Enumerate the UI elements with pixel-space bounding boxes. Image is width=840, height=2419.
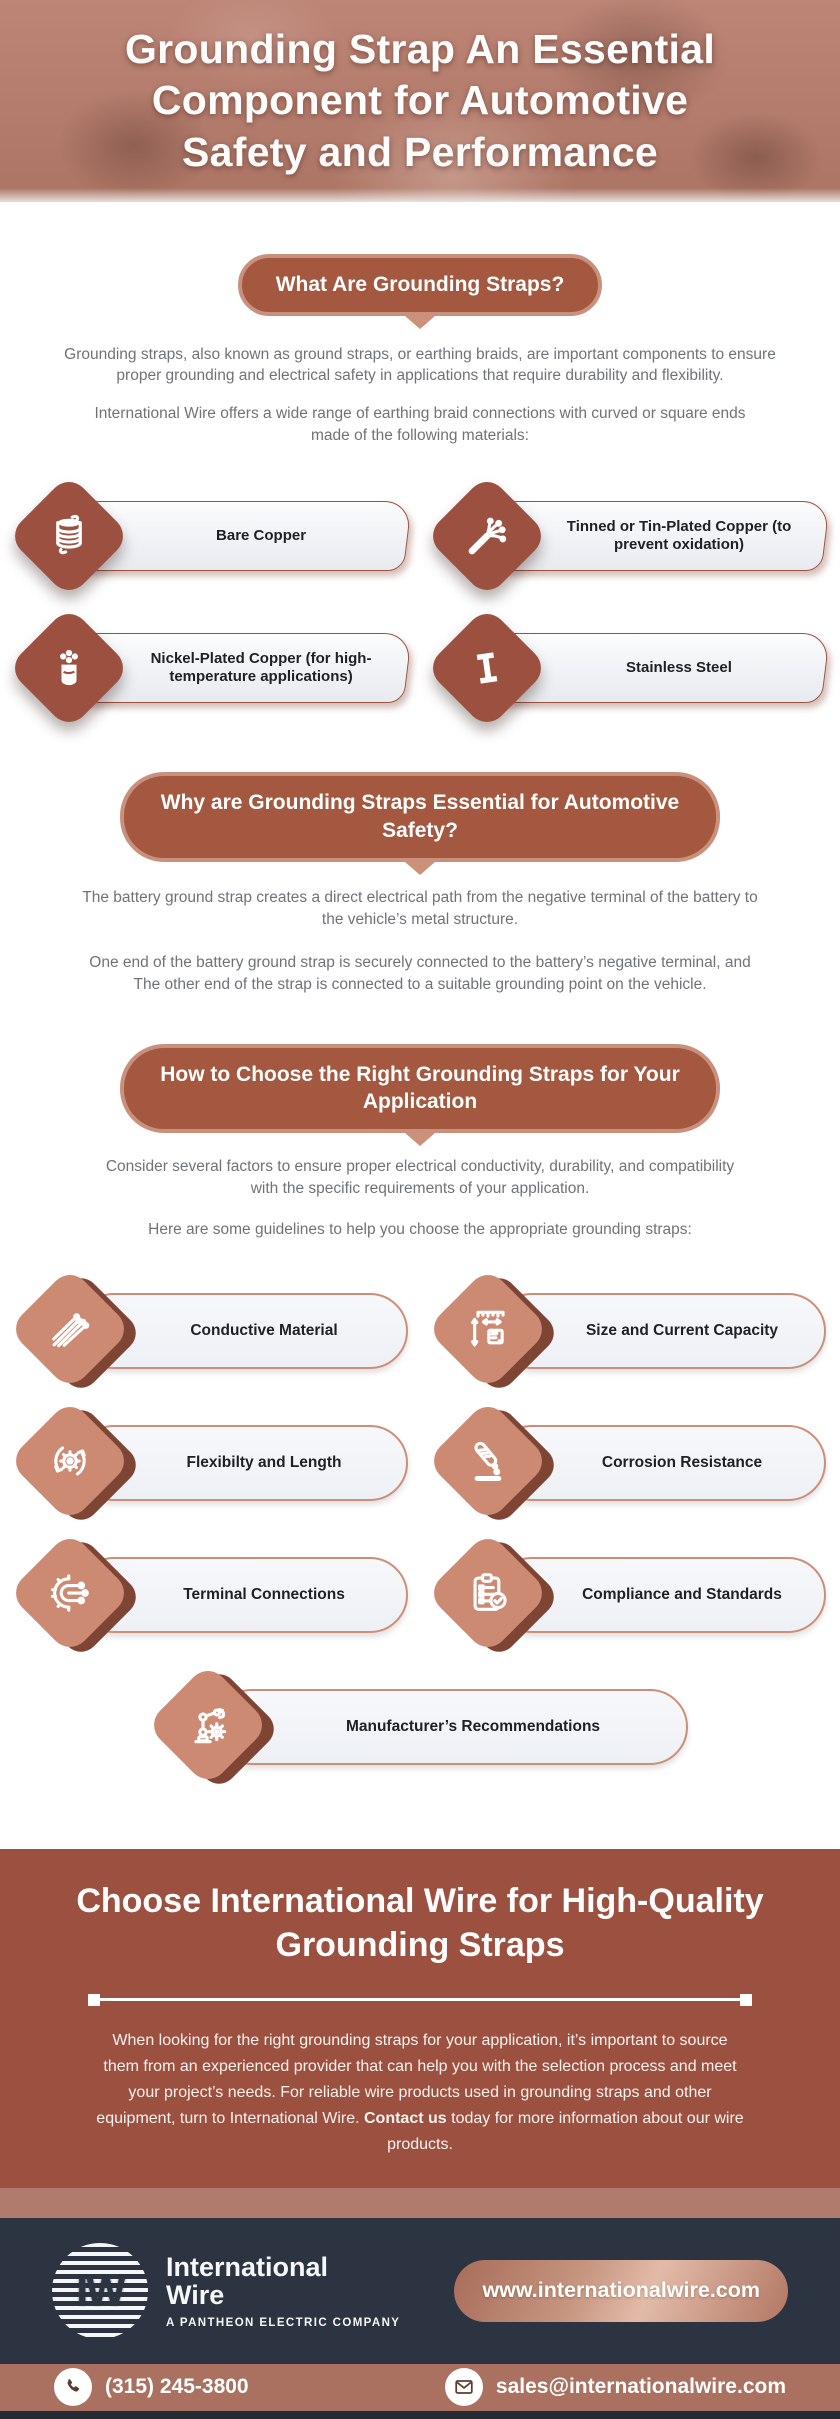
section-badge: Why are Grounding Straps Essential for Automotive Safety? <box>120 772 720 861</box>
material-label: Bare Copper <box>215 527 307 545</box>
badge-pointer <box>405 316 435 329</box>
section-paragraph: Grounding straps, also known as ground straps, or earthing braids, are important components to ensure proper grounding and electrical safety in applications that require durability and flexibility. <box>64 345 776 385</box>
section-paragraph: International Wire offers a wide range of earthing braid connections with curved or square ends made of the following materials: <box>94 405 746 444</box>
guideline-card <box>152 1663 688 1791</box>
website-button[interactable]: www.internationalwire.com <box>454 2260 788 2322</box>
guideline-label-pill <box>214 1689 688 1765</box>
envelope-icon <box>445 2368 483 2406</box>
plated-cable-icon <box>7 606 131 730</box>
phone-contact[interactable] <box>54 2368 249 2406</box>
email-address: sales@internationalwire.com <box>495 2375 786 2399</box>
guideline-label: Size and Current Capacity <box>585 1322 779 1340</box>
bottom-strip <box>0 2411 840 2419</box>
material-card <box>432 472 826 600</box>
hero-banner <box>0 0 840 202</box>
copper-coil-icon <box>7 474 131 598</box>
test-tube-icon <box>426 1399 550 1523</box>
robot-arm-icon <box>146 1663 270 1787</box>
company-name-line2: Wire <box>166 2280 225 2311</box>
cta-title: Choose International Wire for High-Quality Grounding Straps <box>76 1882 764 1965</box>
steel-beam-icon <box>425 606 549 730</box>
material-label: Tinned or Tin-Plated Copper (to prevent oxidation) <box>566 518 792 554</box>
material-card <box>14 604 408 732</box>
contact-us-link[interactable]: Contact us <box>364 2109 447 2127</box>
guideline-card <box>432 1267 826 1395</box>
logo-text <box>166 2253 400 2329</box>
badge-pointer <box>405 1133 435 1146</box>
wire-bundle-icon <box>8 1267 132 1391</box>
section-badge: How to Choose the Right Grounding Straps for Your Application <box>120 1044 720 1133</box>
divider-end-square <box>88 1994 100 2006</box>
section-badge: What Are Grounding Straps? <box>238 254 603 316</box>
clipboard-check-icon <box>426 1531 550 1655</box>
section-paragraph: Consider several factors to ensure proper electrical conductivity, durability, and compatibility with the specific requirements of your application. <box>105 1158 735 1197</box>
guideline-card <box>14 1267 408 1395</box>
guideline-card <box>432 1531 826 1659</box>
guidelines-grid <box>0 1267 840 1791</box>
material-card <box>432 604 826 732</box>
cta-bottom-band <box>0 2188 840 2218</box>
divider-end-square <box>740 1994 752 2006</box>
section-why-essential <box>0 732 840 995</box>
contact-bar <box>0 2364 840 2411</box>
phone-number: (315) 245-3800 <box>105 2375 249 2399</box>
email-contact[interactable] <box>445 2368 786 2406</box>
section-paragraph: One end of the battery ground strap is securely connected to the battery’s negative terminal, and The other end of the strap is connected to a suitable grounding point on the vehicle. <box>89 954 751 993</box>
divider-line <box>100 1998 740 2001</box>
footer <box>0 2218 840 2364</box>
material-card <box>14 472 408 600</box>
guideline-label: Manufacturer’s Recommendations <box>345 1718 601 1736</box>
phone-icon <box>54 2368 92 2406</box>
cta-text: today for more information about our wire products. <box>387 2109 744 2153</box>
divider <box>88 1994 752 2006</box>
cta-text: When looking for the right grounding straps for your application, it’s important to source them from an experienced provider that can help you with the selection process and meet your project’s needs. For reliable wire products used in grounding straps and other equipment, turn to International Wire. <box>96 2031 737 2127</box>
logo-monogram: IW <box>76 2266 124 2314</box>
section-how-to-choose <box>0 996 840 1792</box>
guideline-card <box>432 1399 826 1527</box>
material-label: Stainless Steel <box>626 659 732 677</box>
guideline-label: Corrosion Resistance <box>601 1454 763 1472</box>
cta-paragraph <box>96 2028 744 2158</box>
guideline-label: Compliance and Standards <box>582 1586 782 1604</box>
cta-section <box>0 1849 840 2188</box>
guideline-label: Flexibilty and Length <box>186 1454 342 1472</box>
guideline-card <box>14 1531 408 1659</box>
badge-pointer <box>405 862 435 875</box>
guideline-label: Conductive Material <box>190 1322 338 1340</box>
materials-grid <box>0 472 840 732</box>
section-what-are-grounding-straps <box>0 202 840 732</box>
company-logo <box>52 2243 400 2339</box>
page-title: Grounding Strap An Essential Component for Automotive Safety and Performance <box>124 25 716 175</box>
guideline-card <box>14 1399 408 1527</box>
material-label: Nickel-Plated Copper (for high-temperature applications) <box>150 650 372 686</box>
terminal-gear-icon <box>8 1531 132 1655</box>
guideline-label: Terminal Connections <box>183 1586 345 1604</box>
tinned-wire-icon <box>425 474 549 598</box>
company-tagline: A PANTHEON ELECTRIC COMPANY <box>166 2316 401 2329</box>
flexibility-gear-icon <box>8 1399 132 1523</box>
section-paragraph: Here are some guidelines to help you choose the appropriate grounding straps: <box>148 1221 692 1239</box>
iw-logo-icon <box>52 2243 148 2339</box>
measurement-icon <box>426 1267 550 1391</box>
section-paragraph: The battery ground strap creates a direct electrical path from the negative terminal of the battery to the vehicle’s metal structure. <box>82 888 758 928</box>
company-name-line1: International <box>166 2252 329 2283</box>
